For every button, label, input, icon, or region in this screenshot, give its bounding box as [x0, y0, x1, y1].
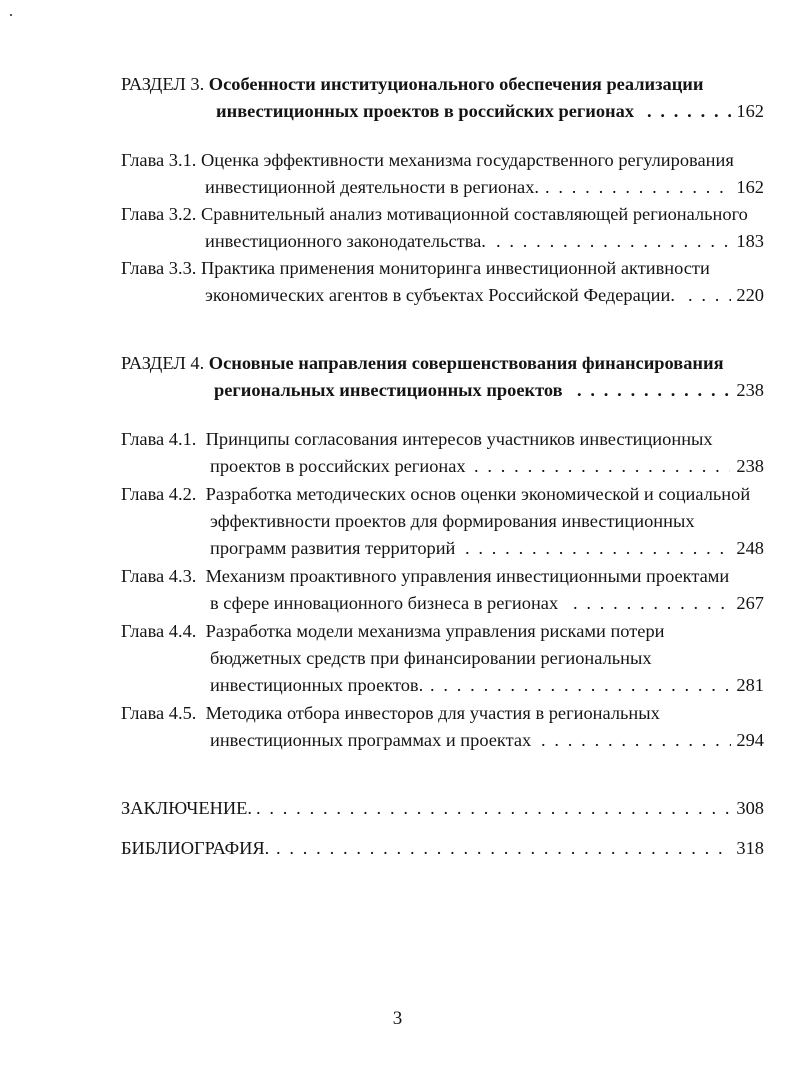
chapter-4-3-line2: в сфере инновационного бизнеса в регионах — [210, 593, 559, 613]
chapter-3-3-title: Практика применения мониторинга инвестиционной активности — [201, 258, 710, 278]
chapter-4-4-line1 — [121, 619, 665, 643]
bibliography-page: 318 — [736, 838, 764, 858]
chapter-3-1-page: 162 — [736, 177, 764, 197]
section-3-page: 162 — [736, 101, 764, 121]
section-4-page: 238 — [736, 380, 764, 400]
chapter-3-3-line2: экономических агентов в субъектах Российской Федерации. — [205, 285, 675, 305]
chapter-4-5-leader-dots — [541, 728, 731, 752]
chapter-3-1-line2: инвестиционной деятельности в регионах. — [205, 177, 540, 197]
chapter-4-1-line1 — [121, 427, 713, 451]
chapter-3-3-leader-dots — [688, 283, 731, 307]
chapter-4-5-line1 — [121, 701, 660, 725]
chapter-4-3-line1 — [121, 564, 729, 588]
chapter-4-1-leader-dots — [474, 454, 730, 478]
chapter-4-3-title: Механизм проактивного управления инвестиционными проектами — [205, 566, 730, 586]
section-3-heading-line1 — [121, 72, 704, 96]
bibliography-label: БИБЛИОГРАФИЯ. — [121, 838, 270, 858]
chapter-4-2-line3: программ развития территорий — [210, 538, 456, 558]
chapter-4-2-line2: эффективности проектов для формирования инвестиционных — [210, 511, 695, 531]
chapter-4-1-title: Принципы согласования интересов участников инвестиционных — [205, 429, 713, 449]
chapter-4-2-label: Глава 4.2. — [121, 484, 197, 504]
chapter-4-4-leader-dots — [430, 673, 731, 697]
section-4-leader-dots — [577, 378, 729, 402]
chapter-4-5-page: 294 — [736, 730, 764, 750]
chapter-3-3-label: Глава 3.3. — [121, 258, 197, 278]
scan-speck — [10, 14, 12, 16]
chapter-4-4-line3: инвестиционных проектов. — [210, 675, 424, 695]
chapter-3-2-title: Сравнительный анализ мотивационной составляющей регионального — [201, 204, 748, 224]
chapter-4-5-title: Методика отбора инвесторов для участия в региональных — [205, 703, 660, 723]
chapter-4-2-leader-dots — [465, 536, 730, 560]
conclusion-label: ЗАКЛЮЧЕНИЕ. — [121, 798, 253, 818]
chapter-4-4-line2: бюджетных средств при финансировании региональных — [210, 648, 652, 668]
chapter-4-3-leader-dots — [573, 591, 730, 615]
page-number: 3 — [392, 1008, 403, 1029]
chapter-3-2-label: Глава 3.2. — [121, 204, 197, 224]
chapter-4-2-title: Разработка методических основ оценки экономической и социальной — [205, 484, 751, 504]
chapter-3-1-title: Оценка эффективности механизма государственного регулирования — [201, 150, 734, 170]
chapter-4-3-page: 267 — [736, 593, 764, 613]
chapter-3-3-page: 220 — [736, 285, 764, 305]
section-4-label: РАЗДЕЛ 4. — [121, 353, 205, 373]
bibliography-leader-dots — [276, 836, 731, 860]
chapter-4-2-line1 — [121, 482, 750, 506]
section-4-title-line2: региональных инвестиционных проектов — [214, 380, 563, 400]
chapter-4-2-page: 248 — [736, 538, 764, 558]
chapter-4-1-page: 238 — [736, 456, 764, 476]
chapter-3-2-page: 183 — [736, 231, 764, 251]
chapter-4-1-label: Глава 4.1. — [121, 429, 197, 449]
chapter-4-4-title: Разработка модели механизма управления рисками потери — [205, 621, 665, 641]
chapter-4-5-label: Глава 4.5. — [121, 703, 197, 723]
conclusion-page: 308 — [736, 798, 764, 818]
chapter-3-1-leader-dots — [545, 175, 730, 199]
chapter-4-3-label: Глава 4.3. — [121, 566, 197, 586]
chapter-4-4-label: Глава 4.4. — [121, 621, 197, 641]
chapter-4-1-line2: проектов в российских регионах — [210, 456, 466, 476]
chapter-3-2-line1 — [121, 202, 748, 226]
section-4-heading-line1 — [121, 351, 724, 375]
conclusion-leader-dots — [256, 796, 730, 820]
section-3-label: РАЗДЕЛ 3. — [121, 74, 205, 94]
chapter-4-5-line2: инвестиционных программах и проектах — [210, 730, 532, 750]
chapter-4-4-page: 281 — [736, 675, 764, 695]
chapter-3-1-line1 — [121, 148, 734, 172]
chapter-3-2-leader-dots — [496, 229, 730, 253]
section-3-title: Особенности институционального обеспечения реализации — [208, 74, 704, 94]
chapter-3-1-label: Глава 3.1. — [121, 150, 197, 170]
section-3-title-line2: инвестиционных проектов в российских регионах — [216, 101, 635, 121]
chapter-3-3-line1 — [121, 256, 710, 280]
section-3-leader-dots — [647, 99, 731, 123]
section-4-title: Основные направления совершенствования финансирования — [208, 353, 724, 373]
chapter-3-2-line2: инвестиционного законодательства. — [205, 231, 486, 251]
